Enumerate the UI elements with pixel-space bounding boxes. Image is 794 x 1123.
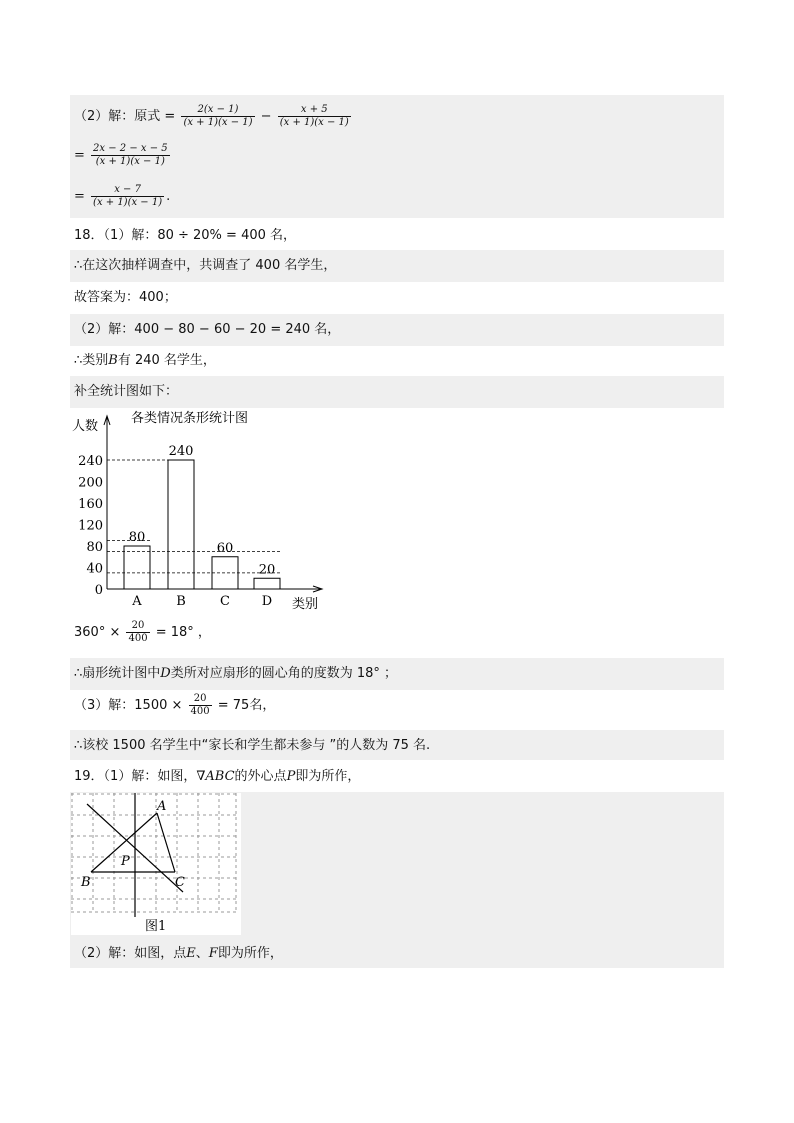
part2-line2: = $\frac{2x - 2 - x - 5}{(x + 1)(x - 1)}$ <box>74 143 168 167</box>
fraction-line8: $\frac{20}{400}$ <box>190 693 210 717</box>
bar-value-label: 60 <box>216 540 234 556</box>
bar-d <box>254 578 280 589</box>
x-tick-label: A <box>132 594 142 609</box>
part2-label: （2）解：原式 = <box>74 109 176 124</box>
part2-line3: = $\frac{x - 7}{(x + 1)(x - 1)}$ . <box>74 184 171 208</box>
q18-line2: ∴在这次抽样调查中，共调查了 400 名学生， <box>74 258 337 273</box>
label-b: B <box>81 875 91 890</box>
q18-line3: 故答案为：400； <box>74 290 177 305</box>
q19-line2: （2）解：如图，点E、F即为所作， <box>74 946 283 961</box>
y-tick-label: 240 <box>78 454 103 469</box>
bar-b <box>168 460 194 589</box>
x-axis-title: 类别 <box>292 597 319 612</box>
fraction-3: $\frac{2x - 2 - x - 5}{(x + 1)(x - 1)}$ <box>93 143 168 167</box>
bar-value-label: 20 <box>258 562 276 578</box>
q18-line5: ∴类别B有 240 名学生， <box>74 353 216 368</box>
circumcenter-figure <box>71 793 241 935</box>
q18-line6: 补全统计图如下： <box>74 384 179 399</box>
q18-line4: （2）解：400 − 80 − 60 − 20 = 240 名， <box>74 322 341 337</box>
fraction-1: $\frac{2(x - 1)}{(x + 1)(x - 1)}$ <box>183 104 253 128</box>
bar-a <box>124 546 150 589</box>
y-tick-label: 40 <box>86 561 103 577</box>
x-tick-label: D <box>261 594 273 609</box>
y-tick-label: 160 <box>78 497 103 512</box>
fraction-4: $\frac{x - 7}{(x + 1)(x - 1)}$ <box>93 184 163 208</box>
bar-value-label: 80 <box>128 530 146 545</box>
fraction-calc1: $\frac{20}{400}$ <box>128 620 148 644</box>
y-tick-label: 200 <box>78 475 103 491</box>
label-p: P <box>121 854 130 869</box>
figure-caption: 图1 <box>145 919 167 934</box>
fraction-2: $\frac{x + 5}{(x + 1)(x - 1)}$ <box>279 104 349 128</box>
y-tick-label: 120 <box>78 518 103 534</box>
chart-title: 各类情况条形统计图 <box>131 411 249 426</box>
q18-line9: ∴该校 1500 名学生中“家长和学生都未参与 ”的人数为 75 名. <box>74 738 431 753</box>
label-c: C <box>175 875 185 890</box>
x-tick-label: B <box>176 594 186 609</box>
part2-line1: （2）解：原式 = $\frac{2(x - 1)}{(x + 1)(x - 1)}$ − $\frac{x + 5}{(x + 1)(x - 1)}$ <box>74 104 349 128</box>
y-axis-title: 人数 <box>72 419 99 434</box>
bar-chart <box>70 405 330 615</box>
y-tick-label: 80 <box>86 540 103 555</box>
q19-line1: 19．（1）解：如图，∇ABC的外心点P即为所作， <box>74 769 361 784</box>
bar-value-label: 240 <box>168 444 194 459</box>
q18-calc1: 360° × $\frac{20}{400}$ = 18° ， <box>74 620 211 644</box>
q18-line1: 18．（1）解：80 ÷ 20% = 400 名， <box>74 228 297 243</box>
y-tick-label: 0 <box>94 583 103 598</box>
q18-line8: （3）解：1500 × $\frac{20}{400}$ = 75名， <box>74 693 276 717</box>
q18-line7: ∴扇形统计图中D类所对应扇形的圆心角的度数为 18° ； <box>74 666 398 681</box>
x-tick-label: C <box>220 594 230 609</box>
label-a: A <box>157 799 167 814</box>
